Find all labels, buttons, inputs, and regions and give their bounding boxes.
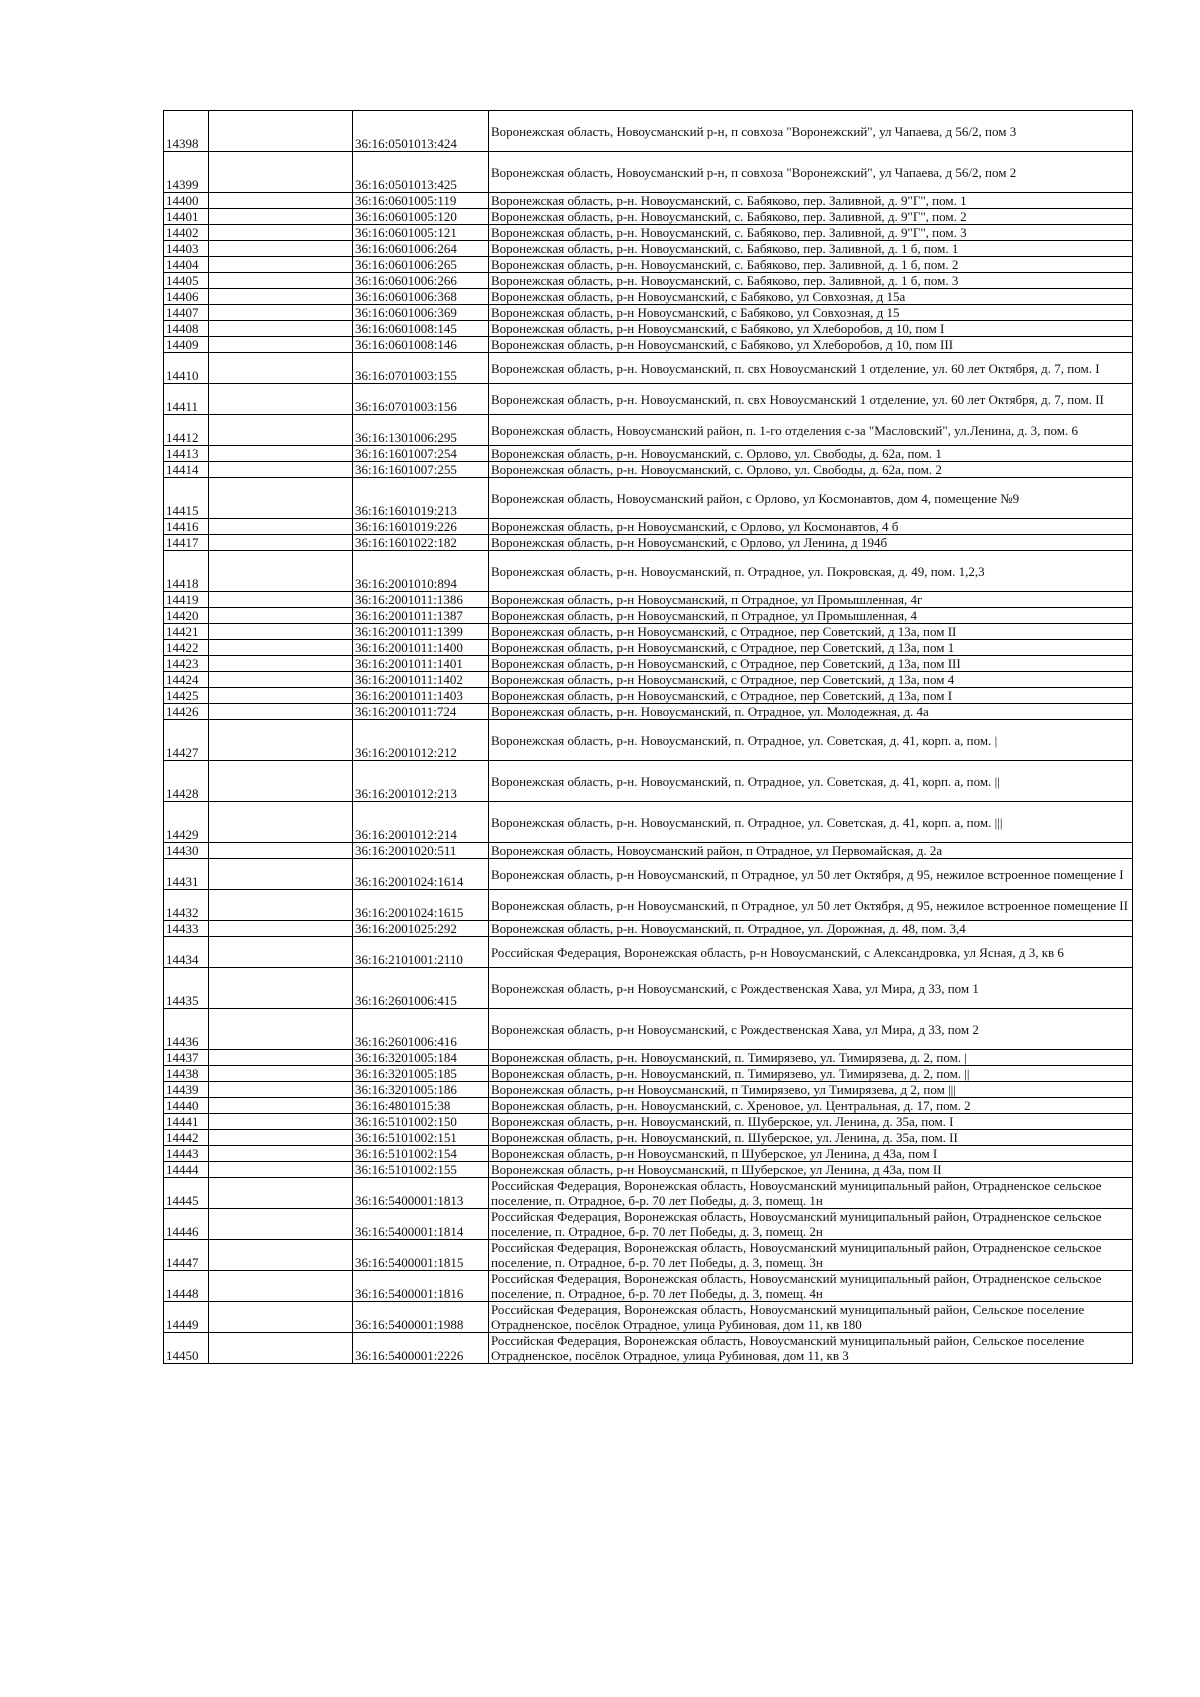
- address-cell: Воронежская область, р-н. Новоусманский, с. Бабяково, пер. Заливной, д. 1 б, пом. 1: [489, 241, 1133, 257]
- empty-cell: [209, 921, 353, 937]
- address-cell: Воронежская область, р-н. Новоусманский, п. Отрадное, ул. Дорожная, д. 48, пом. 3,4: [489, 921, 1133, 937]
- table-row: [164, 446, 1133, 462]
- table-row: [164, 241, 1133, 257]
- table-row: [164, 802, 1133, 843]
- row-number-cell: 14440: [164, 1098, 209, 1114]
- row-number-cell: 14417: [164, 535, 209, 551]
- row-number-cell: 14444: [164, 1162, 209, 1178]
- table-row: [164, 1209, 1133, 1240]
- row-number-cell: 14442: [164, 1130, 209, 1146]
- empty-cell: [209, 321, 353, 337]
- table-row: [164, 1050, 1133, 1066]
- empty-cell: [209, 640, 353, 656]
- empty-cell: [209, 384, 353, 415]
- table-row: [164, 688, 1133, 704]
- table-row: [164, 257, 1133, 273]
- row-number-cell: 14449: [164, 1302, 209, 1333]
- cadastral-number-cell: 36:16:1601019:213: [353, 478, 489, 519]
- empty-cell: [209, 257, 353, 273]
- address-cell: Воронежская область, р-н. Новоусманский, п. Отрадное, ул. Советская, д. 41, корп. а, пом. |: [489, 720, 1133, 761]
- address-cell: Воронежская область, р-н. Новоусманский, п. Шуберское, ул. Ленина, д. 35а, пом. I: [489, 1114, 1133, 1130]
- cadastral-number-cell: 36:16:2001010:894: [353, 551, 489, 592]
- table-row: [164, 1240, 1133, 1271]
- cadastral-number-cell: 36:16:0601008:146: [353, 337, 489, 353]
- address-cell: Воронежская область, Новоусманский район, п. 1-го отделения с-за "Масловский", ул.Ленина, д. 3, пом. 6: [489, 415, 1133, 446]
- empty-cell: [209, 1082, 353, 1098]
- empty-cell: [209, 478, 353, 519]
- row-number-cell: 14411: [164, 384, 209, 415]
- cadastral-number-cell: 36:16:2001011:1401: [353, 656, 489, 672]
- cadastral-number-cell: 36:16:4801015:38: [353, 1098, 489, 1114]
- address-cell: Российская Федерация, Воронежская область, Новоусманский муниципальный район, Отрадненское сельское поселение, п. Отрадное, б-р. 70 лет Победы, д. 3, помещ. 2н: [489, 1209, 1133, 1240]
- cadastral-number-cell: 36:16:5400001:1813: [353, 1178, 489, 1209]
- table-row: [164, 1098, 1133, 1114]
- cadastral-number-cell: 36:16:2001011:1386: [353, 592, 489, 608]
- empty-cell: [209, 704, 353, 720]
- empty-cell: [209, 415, 353, 446]
- cadastral-number-cell: 36:16:0601006:368: [353, 289, 489, 305]
- cadastral-number-cell: 36:16:0601005:120: [353, 209, 489, 225]
- cadastral-number-cell: 36:16:5400001:1816: [353, 1271, 489, 1302]
- row-number-cell: 14421: [164, 624, 209, 640]
- row-number-cell: 14403: [164, 241, 209, 257]
- row-number-cell: 14425: [164, 688, 209, 704]
- empty-cell: [209, 353, 353, 384]
- row-number-cell: 14445: [164, 1178, 209, 1209]
- row-number-cell: 14407: [164, 305, 209, 321]
- empty-cell: [209, 672, 353, 688]
- table-row: [164, 225, 1133, 241]
- cadastral-number-cell: 36:16:0601006:264: [353, 241, 489, 257]
- cadastral-number-cell: 36:16:0701003:155: [353, 353, 489, 384]
- table-row: [164, 384, 1133, 415]
- empty-cell: [209, 1178, 353, 1209]
- cadastral-number-cell: 36:16:0601006:369: [353, 305, 489, 321]
- row-number-cell: 14415: [164, 478, 209, 519]
- table-row: [164, 305, 1133, 321]
- cadastral-number-cell: 36:16:5400001:1988: [353, 1302, 489, 1333]
- address-cell: Воронежская область, р-н. Новоусманский, п. Отрадное, ул. Молодежная, д. 4а: [489, 704, 1133, 720]
- empty-cell: [209, 193, 353, 209]
- address-cell: Воронежская область, р-н. Новоусманский, п. Отрадное, ул. Советская, д. 41, корп. а, пом. ||: [489, 761, 1133, 802]
- cadastral-number-cell: 36:16:5400001:1815: [353, 1240, 489, 1271]
- address-cell: Воронежская область, р-н Новоусманский, п Отрадное, ул Промышленная, 4г: [489, 592, 1133, 608]
- cadastral-number-cell: 36:16:0501013:424: [353, 111, 489, 152]
- address-cell: Российская Федерация, Воронежская область, Новоусманский муниципальный район, Сельское поселение Отрадненское, посёлок Отрадное, улица Рубиновая, дом 11, кв 3: [489, 1333, 1133, 1364]
- table-row: [164, 1114, 1133, 1130]
- table-row: [164, 720, 1133, 761]
- row-number-cell: 14410: [164, 353, 209, 384]
- row-number-cell: 14433: [164, 921, 209, 937]
- address-cell: Российская Федерация, Воронежская область, Новоусманский муниципальный район, Отрадненское сельское поселение, п. Отрадное, б-р. 70 лет Победы, д. 3, помещ. 4н: [489, 1271, 1133, 1302]
- cadastral-number-cell: 36:16:2001024:1615: [353, 890, 489, 921]
- address-cell: Воронежская область, р-н. Новоусманский, с. Бабяково, пер. Заливной, д. 1 б, пом. 3: [489, 273, 1133, 289]
- empty-cell: [209, 859, 353, 890]
- table-row: [164, 921, 1133, 937]
- table-row: [164, 1333, 1133, 1364]
- address-cell: Российская Федерация, Воронежская область, р-н Новоусманский, с Александровка, ул Ясная, д 3, кв 6: [489, 937, 1133, 968]
- address-cell: Воронежская область, р-н Новоусманский, с Отрадное, пер Советский, д 13а, пом 4: [489, 672, 1133, 688]
- empty-cell: [209, 273, 353, 289]
- address-cell: Воронежская область, р-н Новоусманский, с Бабяково, ул Хлеборобов, д 10, пом I: [489, 321, 1133, 337]
- table-row: [164, 1302, 1133, 1333]
- address-cell: Воронежская область, р-н. Новоусманский, п. Тимирязево, ул. Тимирязева, д. 2, пом. ||: [489, 1066, 1133, 1082]
- empty-cell: [209, 1130, 353, 1146]
- cadastral-number-cell: 36:16:1601007:254: [353, 446, 489, 462]
- row-number-cell: 14447: [164, 1240, 209, 1271]
- cadastral-number-cell: 36:16:2601006:415: [353, 968, 489, 1009]
- row-number-cell: 14436: [164, 1009, 209, 1050]
- table-row: [164, 968, 1133, 1009]
- address-cell: Воронежская область, р-н. Новоусманский, п. свх Новоусманский 1 отделение, ул. 60 лет Октября, д. 7, пом. II: [489, 384, 1133, 415]
- address-cell: Российская Федерация, Воронежская область, Новоусманский муниципальный район, Отрадненское сельское поселение, п. Отрадное, б-р. 70 лет Победы, д. 3, помещ. 1н: [489, 1178, 1133, 1209]
- address-cell: Воронежская область, р-н Новоусманский, п Тимирязево, ул Тимирязева, д 2, пом |||: [489, 1082, 1133, 1098]
- row-number-cell: 14439: [164, 1082, 209, 1098]
- address-cell: Российская Федерация, Воронежская область, Новоусманский муниципальный район, Сельское поселение Отрадненское, посёлок Отрадное, улица Рубиновая, дом 11, кв 180: [489, 1302, 1133, 1333]
- empty-cell: [209, 624, 353, 640]
- address-cell: Воронежская область, р-н Новоусманский, с Бабяково, ул Хлеборобов, д 10, пом III: [489, 337, 1133, 353]
- row-number-cell: 14420: [164, 608, 209, 624]
- cadastral-number-cell: 36:16:5400001:1814: [353, 1209, 489, 1240]
- address-cell: Воронежская область, р-н Новоусманский, с Отрадное, пер Советский, д 13а, пом II: [489, 624, 1133, 640]
- address-cell: Воронежская область, р-н Новоусманский, с Орлово, ул Космонавтов, 4 б: [489, 519, 1133, 535]
- row-number-cell: 14426: [164, 704, 209, 720]
- table-row: [164, 1066, 1133, 1082]
- empty-cell: [209, 1302, 353, 1333]
- address-cell: Воронежская область, р-н. Новоусманский, п. Шуберское, ул. Ленина, д. 35а, пом. II: [489, 1130, 1133, 1146]
- row-number-cell: 14430: [164, 843, 209, 859]
- row-number-cell: 14438: [164, 1066, 209, 1082]
- empty-cell: [209, 152, 353, 193]
- empty-cell: [209, 209, 353, 225]
- table-row: [164, 843, 1133, 859]
- cadastral-number-cell: 36:16:2001012:214: [353, 802, 489, 843]
- empty-cell: [209, 937, 353, 968]
- table-row: [164, 462, 1133, 478]
- address-cell: Воронежская область, р-н Новоусманский, с Орлово, ул Ленина, д 194б: [489, 535, 1133, 551]
- address-cell: Воронежская область, Новоусманский р-н, п совхоза "Воронежский", ул Чапаева, д 56/2, пом 2: [489, 152, 1133, 193]
- address-cell: Воронежская область, р-н. Новоусманский, с. Орлово, ул. Свободы, д. 62а, пом. 2: [489, 462, 1133, 478]
- address-cell: Воронежская область, р-н. Новоусманский, с. Орлово, ул. Свободы, д. 62а, пом. 1: [489, 446, 1133, 462]
- table-row: [164, 535, 1133, 551]
- empty-cell: [209, 1240, 353, 1271]
- address-cell: Воронежская область, р-н Новоусманский, с Рождественская Хава, ул Мира, д 33, пом 2: [489, 1009, 1133, 1050]
- empty-cell: [209, 1098, 353, 1114]
- cadastral-number-cell: 36:16:3201005:186: [353, 1082, 489, 1098]
- table-row: [164, 624, 1133, 640]
- empty-cell: [209, 1114, 353, 1130]
- cadastral-number-cell: 36:16:2101001:2110: [353, 937, 489, 968]
- address-cell: Воронежская область, р-н. Новоусманский, с. Бабяково, пер. Заливной, д. 9"Г", пом. 3: [489, 225, 1133, 241]
- empty-cell: [209, 1066, 353, 1082]
- row-number-cell: 14418: [164, 551, 209, 592]
- cadastral-number-cell: 36:16:5101002:154: [353, 1146, 489, 1162]
- empty-cell: [209, 1209, 353, 1240]
- table-row: [164, 1271, 1133, 1302]
- cadastral-number-cell: 36:16:5101002:151: [353, 1130, 489, 1146]
- cadastral-number-cell: 36:16:2001020:511: [353, 843, 489, 859]
- table-row: [164, 415, 1133, 446]
- table-row: [164, 1162, 1133, 1178]
- address-cell: Воронежская область, р-н Новоусманский, п Шуберское, ул Ленина, д 43а, пом I: [489, 1146, 1133, 1162]
- table-row: [164, 152, 1133, 193]
- cadastral-number-cell: 36:16:5101002:155: [353, 1162, 489, 1178]
- cadastral-number-cell: 36:16:2001011:1403: [353, 688, 489, 704]
- address-cell: Воронежская область, р-н Новоусманский, с Отрадное, пер Советский, д 13а, пом 1: [489, 640, 1133, 656]
- address-cell: Воронежская область, р-н Новоусманский, с Рождественская Хава, ул Мира, д 33, пом 1: [489, 968, 1133, 1009]
- table-row: [164, 640, 1133, 656]
- address-cell: Воронежская область, Новоусманский р-н, п совхоза "Воронежский", ул Чапаева, д 56/2, пом 3: [489, 111, 1133, 152]
- empty-cell: [209, 608, 353, 624]
- empty-cell: [209, 1009, 353, 1050]
- empty-cell: [209, 1050, 353, 1066]
- cadastral-number-cell: 36:16:3201005:185: [353, 1066, 489, 1082]
- empty-cell: [209, 1333, 353, 1364]
- table-row: [164, 209, 1133, 225]
- row-number-cell: 14416: [164, 519, 209, 535]
- row-number-cell: 14400: [164, 193, 209, 209]
- address-cell: Воронежская область, р-н. Новоусманский, с. Бабяково, пер. Заливной, д. 9"Г", пом. 2: [489, 209, 1133, 225]
- table-body: [164, 111, 1133, 1364]
- cadastral-number-cell: 36:16:3201005:184: [353, 1050, 489, 1066]
- empty-cell: [209, 111, 353, 152]
- empty-cell: [209, 289, 353, 305]
- empty-cell: [209, 592, 353, 608]
- cadastral-number-cell: 36:16:2001011:1387: [353, 608, 489, 624]
- empty-cell: [209, 656, 353, 672]
- row-number-cell: 14406: [164, 289, 209, 305]
- table-row: [164, 1082, 1133, 1098]
- row-number-cell: 14399: [164, 152, 209, 193]
- cadastral-number-cell: 36:16:2001011:1400: [353, 640, 489, 656]
- table-row: [164, 321, 1133, 337]
- address-cell: Воронежская область, р-н Новоусманский, с Бабяково, ул Совхозная, д 15: [489, 305, 1133, 321]
- row-number-cell: 14412: [164, 415, 209, 446]
- table-row: [164, 859, 1133, 890]
- row-number-cell: 14424: [164, 672, 209, 688]
- table-row: [164, 890, 1133, 921]
- empty-cell: [209, 462, 353, 478]
- table-row: [164, 937, 1133, 968]
- row-number-cell: 14441: [164, 1114, 209, 1130]
- table-row: [164, 478, 1133, 519]
- cadastral-number-cell: 36:16:0601005:119: [353, 193, 489, 209]
- row-number-cell: 14404: [164, 257, 209, 273]
- cadastral-number-cell: 36:16:0601008:145: [353, 321, 489, 337]
- empty-cell: [209, 688, 353, 704]
- empty-cell: [209, 225, 353, 241]
- row-number-cell: 14422: [164, 640, 209, 656]
- cadastral-number-cell: 36:16:0601005:121: [353, 225, 489, 241]
- address-cell: Воронежская область, р-н Новоусманский, п Отрадное, ул Промышленная, 4: [489, 608, 1133, 624]
- row-number-cell: 14423: [164, 656, 209, 672]
- cadastral-number-cell: 36:16:0601006:266: [353, 273, 489, 289]
- empty-cell: [209, 968, 353, 1009]
- cadastral-number-cell: 36:16:1601022:182: [353, 535, 489, 551]
- cadastral-number-cell: 36:16:2001025:292: [353, 921, 489, 937]
- address-cell: Воронежская область, р-н Новоусманский, п Шуберское, ул Ленина, д 43а, пом II: [489, 1162, 1133, 1178]
- row-number-cell: 14419: [164, 592, 209, 608]
- address-cell: Воронежская область, р-н Новоусманский, с Отрадное, пер Советский, д 13а, пом I: [489, 688, 1133, 704]
- empty-cell: [209, 720, 353, 761]
- cadastral-number-cell: 36:16:2001011:1399: [353, 624, 489, 640]
- empty-cell: [209, 1146, 353, 1162]
- row-number-cell: 14427: [164, 720, 209, 761]
- row-number-cell: 14414: [164, 462, 209, 478]
- table-row: [164, 273, 1133, 289]
- row-number-cell: 14409: [164, 337, 209, 353]
- address-cell: Воронежская область, р-н. Новоусманский, п. Отрадное, ул. Советская, д. 41, корп. а, пом. |||: [489, 802, 1133, 843]
- row-number-cell: 14428: [164, 761, 209, 802]
- table-row: [164, 761, 1133, 802]
- address-cell: Воронежская область, р-н. Новоусманский, п. Отрадное, ул. Покровская, д. 49, пом. 1,2,3: [489, 551, 1133, 592]
- table-row: [164, 289, 1133, 305]
- empty-cell: [209, 802, 353, 843]
- table-row: [164, 656, 1133, 672]
- address-cell: Воронежская область, Новоусманский район, с Орлово, ул Космонавтов, дом 4, помещение №9: [489, 478, 1133, 519]
- empty-cell: [209, 761, 353, 802]
- table-row: [164, 672, 1133, 688]
- row-number-cell: 14432: [164, 890, 209, 921]
- cadastral-number-cell: 36:16:2001024:1614: [353, 859, 489, 890]
- row-number-cell: 14429: [164, 802, 209, 843]
- empty-cell: [209, 446, 353, 462]
- property-register-table: [163, 110, 1133, 1364]
- empty-cell: [209, 519, 353, 535]
- table-row: [164, 704, 1133, 720]
- row-number-cell: 14435: [164, 968, 209, 1009]
- row-number-cell: 14401: [164, 209, 209, 225]
- table-row: [164, 519, 1133, 535]
- table-row: [164, 193, 1133, 209]
- row-number-cell: 14413: [164, 446, 209, 462]
- cadastral-number-cell: 36:16:2601006:416: [353, 1009, 489, 1050]
- table-row: [164, 1146, 1133, 1162]
- cadastral-number-cell: 36:16:1601007:255: [353, 462, 489, 478]
- table-row: [164, 353, 1133, 384]
- address-cell: Воронежская область, р-н Новоусманский, п Отрадное, ул 50 лет Октября, д 95, нежилое встроенное помещение I: [489, 859, 1133, 890]
- empty-cell: [209, 1162, 353, 1178]
- address-cell: Воронежская область, р-н. Новоусманский, п. Тимирязево, ул. Тимирязева, д. 2, пом. |: [489, 1050, 1133, 1066]
- row-number-cell: 14398: [164, 111, 209, 152]
- cadastral-number-cell: 36:16:2001011:1402: [353, 672, 489, 688]
- table-row: [164, 1130, 1133, 1146]
- empty-cell: [209, 337, 353, 353]
- address-cell: Воронежская область, Новоусманский район, п Отрадное, ул Первомайская, д. 2а: [489, 843, 1133, 859]
- table-row: [164, 592, 1133, 608]
- cadastral-number-cell: 36:16:1301006:295: [353, 415, 489, 446]
- cadastral-number-cell: 36:16:0601006:265: [353, 257, 489, 273]
- cadastral-number-cell: 36:16:1601019:226: [353, 519, 489, 535]
- cadastral-number-cell: 36:16:5101002:150: [353, 1114, 489, 1130]
- address-cell: Воронежская область, р-н. Новоусманский, п. свх Новоусманский 1 отделение, ул. 60 лет Октября, д. 7, пом. I: [489, 353, 1133, 384]
- row-number-cell: 14434: [164, 937, 209, 968]
- cadastral-number-cell: 36:16:2001011:724: [353, 704, 489, 720]
- cadastral-number-cell: 36:16:5400001:2226: [353, 1333, 489, 1364]
- table-row: [164, 608, 1133, 624]
- table-row: [164, 337, 1133, 353]
- address-cell: Воронежская область, р-н Новоусманский, с Отрадное, пер Советский, д 13а, пом III: [489, 656, 1133, 672]
- table-row: [164, 111, 1133, 152]
- address-cell: Воронежская область, р-н. Новоусманский, с. Хреновое, ул. Центральная, д. 17, пом. 2: [489, 1098, 1133, 1114]
- address-cell: Воронежская область, р-н Новоусманский, п Отрадное, ул 50 лет Октября, д 95, нежилое встроенное помещение II: [489, 890, 1133, 921]
- cadastral-number-cell: 36:16:2001012:212: [353, 720, 489, 761]
- address-cell: Воронежская область, р-н Новоусманский, с Бабяково, ул Совхозная, д 15а: [489, 289, 1133, 305]
- row-number-cell: 14446: [164, 1209, 209, 1240]
- empty-cell: [209, 241, 353, 257]
- empty-cell: [209, 535, 353, 551]
- table-row: [164, 551, 1133, 592]
- empty-cell: [209, 305, 353, 321]
- row-number-cell: 14408: [164, 321, 209, 337]
- row-number-cell: 14448: [164, 1271, 209, 1302]
- row-number-cell: 14443: [164, 1146, 209, 1162]
- row-number-cell: 14402: [164, 225, 209, 241]
- address-cell: Российская Федерация, Воронежская область, Новоусманский муниципальный район, Отрадненское сельское поселение, п. Отрадное, б-р. 70 лет Победы, д. 3, помещ. 3н: [489, 1240, 1133, 1271]
- table-row: [164, 1178, 1133, 1209]
- empty-cell: [209, 551, 353, 592]
- cadastral-number-cell: 36:16:0701003:156: [353, 384, 489, 415]
- cadastral-number-cell: 36:16:0501013:425: [353, 152, 489, 193]
- row-number-cell: 14450: [164, 1333, 209, 1364]
- empty-cell: [209, 890, 353, 921]
- row-number-cell: 14437: [164, 1050, 209, 1066]
- empty-cell: [209, 843, 353, 859]
- address-cell: Воронежская область, р-н. Новоусманский, с. Бабяково, пер. Заливной, д. 1 б, пом. 2: [489, 257, 1133, 273]
- address-cell: Воронежская область, р-н. Новоусманский, с. Бабяково, пер. Заливной, д. 9"Г", пом. 1: [489, 193, 1133, 209]
- empty-cell: [209, 1271, 353, 1302]
- cadastral-number-cell: 36:16:2001012:213: [353, 761, 489, 802]
- row-number-cell: 14405: [164, 273, 209, 289]
- table-row: [164, 1009, 1133, 1050]
- row-number-cell: 14431: [164, 859, 209, 890]
